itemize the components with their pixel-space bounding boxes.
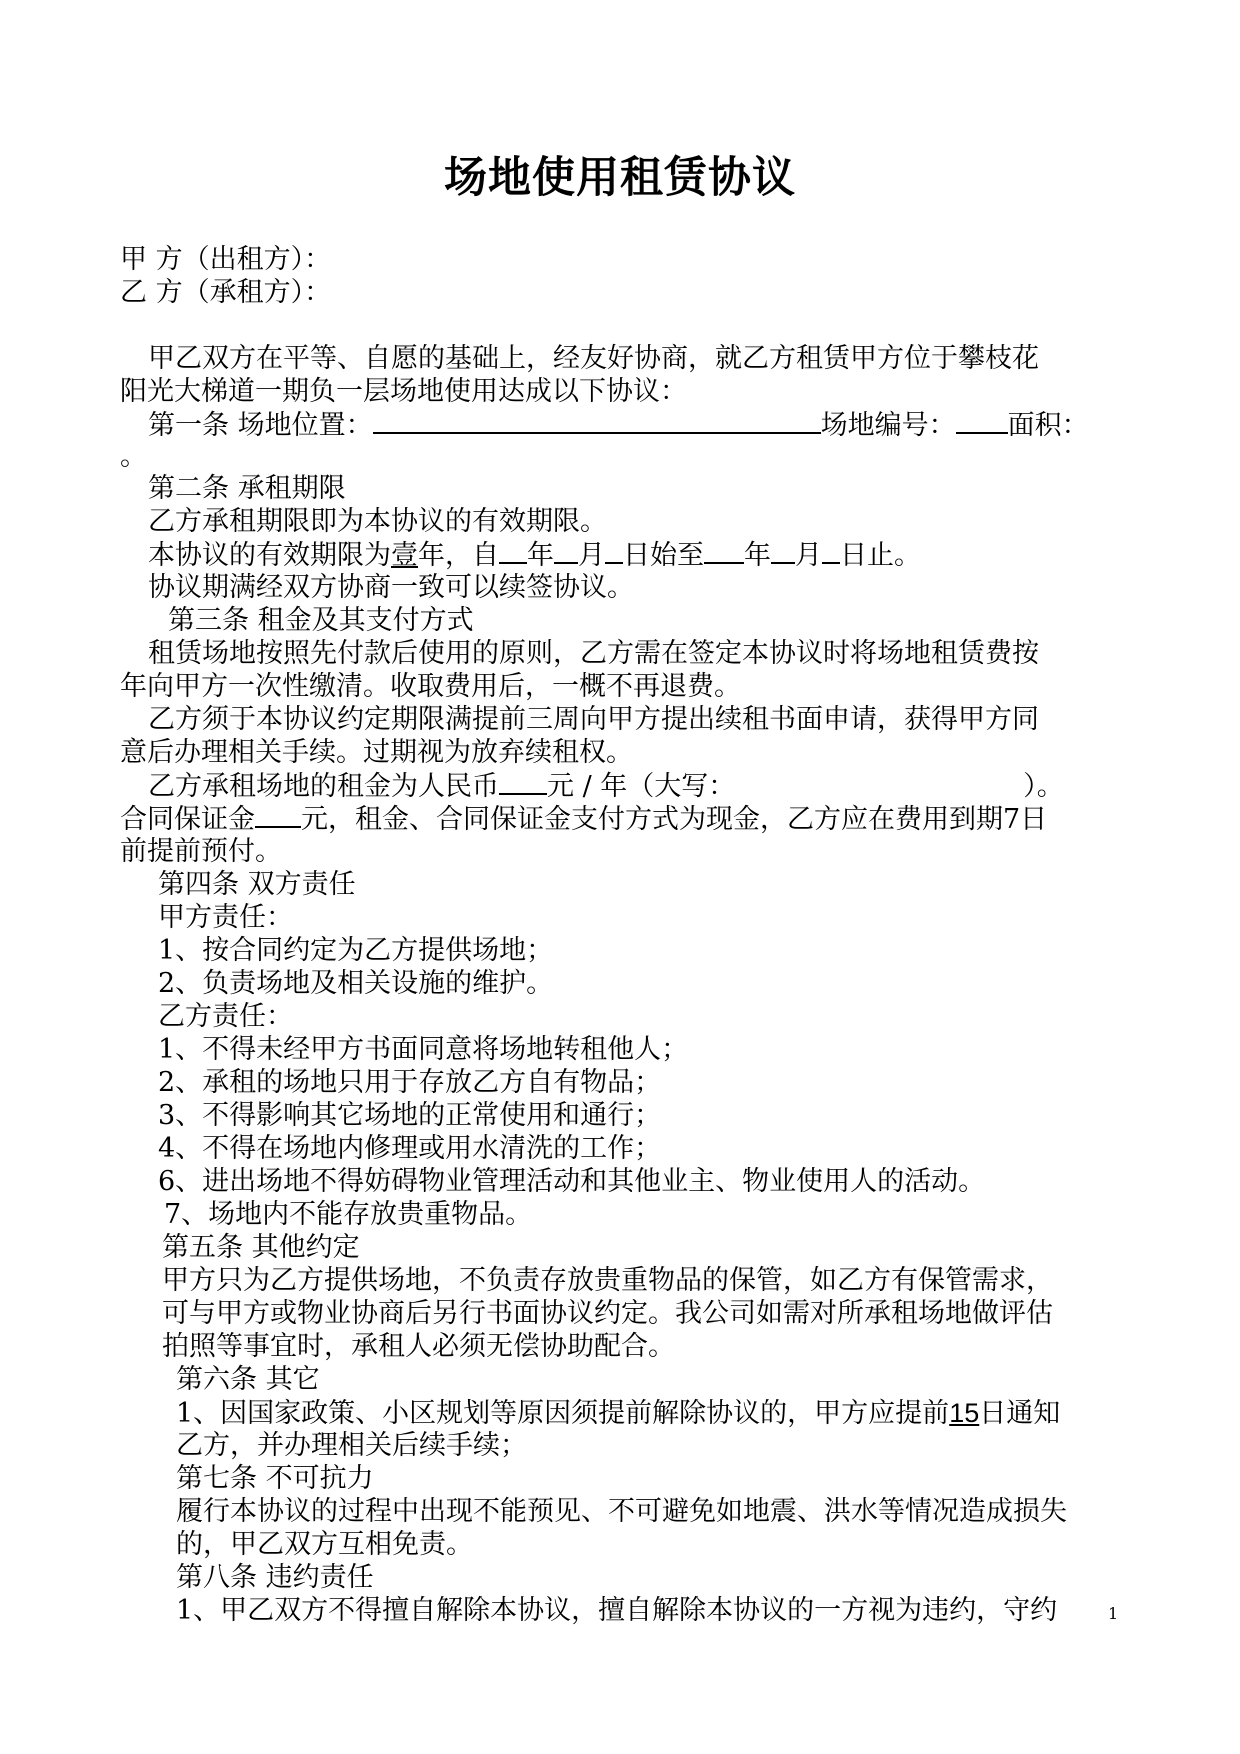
article-5-para-3: 拍照等事宜时，承租人必须无偿协助配合。 [162,1331,675,1362]
article-1-prefix: 第一条 场地位置： [148,410,373,441]
start-year-blank[interactable] [499,538,527,564]
notice-days: 15 [949,1398,980,1428]
article-6-title: 第六条 其它 [176,1364,320,1395]
article-5-para-2: 可与甲方或物业协商后另行书面协议约定。我公司如需对所承租场地做评估 [162,1298,1053,1329]
end-day-blank[interactable] [822,538,840,564]
article-6-para-2: 乙方，并办理相关后续手续； [176,1430,527,1461]
term-text-a: 本协议的有效期限为 [148,540,391,571]
end-year-label: 年 [744,540,771,571]
party-a-line: 甲 方（出租方）： [120,244,332,275]
article-2-para-3: 协议期满经双方协商一致可以续签协议。 [148,572,634,603]
article-6-para-1 [176,1396,1060,1431]
article-3-title: 第三条 租金及其支付方式 [168,605,474,636]
article-3-para-1b: 年向甲方一次性缴清。收取费用后，一概不再退费。 [120,671,741,702]
party-b-duty-3: 3、不得影响其它场地的正常使用和通行； [158,1100,662,1131]
party-b-duty-title: 乙方责任： [158,1001,293,1032]
party-a-duty-1: 1、按合同约定为乙方提供场地； [158,935,554,966]
article-1-line [148,408,1089,443]
start-month-blank[interactable] [554,538,578,564]
end-month-label: 月 [795,540,822,571]
end-month-blank[interactable] [771,538,795,564]
article-2-para-1: 乙方承租期限即为本协议的有效期限。 [148,506,607,537]
deposit-text-a: 合同保证金 [120,804,255,835]
article-3-para-1a: 租赁场地按照先付款后使用的原则，乙方需在签定本协议时将场地租赁费按 [148,638,1039,669]
start-month-label: 月 [578,540,605,571]
term-text-d: 日止。 [840,540,921,571]
deposit-text-b: 元，租金、合同保证金支付方式为现金，乙方应在费用到期7日 [301,804,1048,835]
article-2-title: 第二条 承租期限 [148,473,346,504]
intro-line-2: 阳光大梯道一期负一层场地使用达成以下协议： [120,376,687,407]
article-7-para-2: 的，甲乙双方互相免责。 [176,1529,473,1560]
deposit-amount-blank[interactable] [255,802,301,828]
rent-text-c: ）。 [1023,771,1064,802]
party-b-duty-1: 1、不得未经甲方书面同意将场地转租他人； [158,1034,689,1065]
party-b-line: 乙 方（承租方）： [120,277,332,308]
article-3-deposit-line [120,802,1047,837]
rent-amount-blank[interactable] [499,769,547,795]
end-year-blank[interactable] [704,538,744,564]
site-code-label: 场地编号： [820,410,956,441]
party-a-duty-2: 2、负责场地及相关设施的维护。 [158,968,554,999]
term-text-c: 日始至 [623,540,704,571]
article-8-title: 第八条 违约责任 [176,1562,374,1593]
start-year-label: 年 [527,540,554,571]
term-year: 壹 [391,540,418,571]
document-title: 场地使用租赁协议 [444,153,796,203]
termination-text-a: 1、因国家政策、小区规划等原因须提前解除协议的，甲方应提前 [176,1398,950,1429]
start-day-blank[interactable] [605,538,623,564]
article-1-end: 。 [120,441,147,472]
termination-text-b: 日通知 [979,1398,1061,1429]
location-blank[interactable] [373,408,821,434]
article-5-para-1: 甲方只为乙方提供场地，不负责存放贵重物品的保管，如乙方有保管需求， [162,1265,1053,1296]
rent-text-a: 乙方承租场地的租金为人民币 [148,771,499,802]
page-number: 1 [1108,1604,1119,1623]
intro-line-1: 甲乙双方在平等、自愿的基础上，经友好协商，就乙方租赁甲方位于攀枝花 [148,343,1039,374]
party-a-duty-title: 甲方责任： [158,902,293,933]
article-3-rent-line [148,769,1064,804]
article-7-para-1: 履行本协议的过程中出现不能预见、不可避免如地震、洪水等情况造成损失 [176,1496,1067,1527]
party-b-duty-4: 4、不得在场地内修理或用水清洗的工作； [158,1133,662,1164]
article-7-title: 第七条 不可抗力 [176,1463,374,1494]
article-4-title: 第四条 双方责任 [158,869,356,900]
party-b-duty-2: 2、承租的场地只用于存放乙方自有物品； [158,1067,662,1098]
term-text-b: 年，自 [418,540,499,571]
article-3-para-5: 前提前预付。 [120,836,282,867]
article-3-para-2a: 乙方须于本协议约定期限满提前三周向甲方提出续租书面申请，获得甲方同 [148,704,1039,735]
site-code-blank[interactable] [956,408,1008,434]
rent-text-b: 元 / 年（大写： [547,771,736,802]
article-8-para-1: 1、甲乙双方不得擅自解除本协议，擅自解除本协议的一方视为违约，守约 [176,1595,1058,1626]
party-b-duty-6: 6、进出场地不得妨碍物业管理活动和其他业主、物业使用人的活动。 [158,1166,986,1197]
party-b-duty-7: 7、场地内不能存放贵重物品。 [164,1199,533,1230]
area-label: 面积： [1007,410,1089,441]
article-5-title: 第五条 其他约定 [162,1232,360,1263]
article-3-para-2b: 意后办理相关手续。过期视为放弃续租权。 [120,737,633,768]
article-2-para-2 [148,538,921,573]
